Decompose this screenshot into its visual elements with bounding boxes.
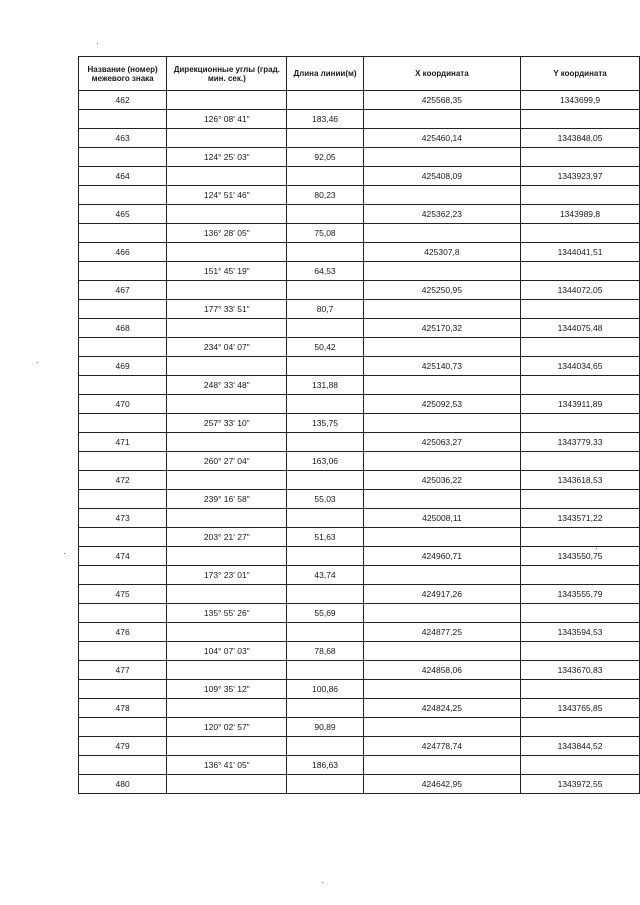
- line-length-cell: 43,74: [287, 566, 363, 585]
- mark-name-cell: 476: [79, 623, 167, 642]
- header-y-coordinate: Y координата: [521, 57, 640, 91]
- y-coordinate-cell: 1343844,52: [521, 737, 640, 756]
- y-coordinate-cell: 1343911,89: [521, 395, 640, 414]
- direction-angle-cell: 124° 25' 03": [167, 148, 287, 167]
- empty-cell: [521, 566, 640, 585]
- empty-cell: [167, 547, 287, 566]
- empty-cell: [521, 642, 640, 661]
- mark-name-cell: 471: [79, 433, 167, 452]
- segment-row: [79, 110, 640, 129]
- empty-cell: [167, 623, 287, 642]
- mark-name-cell: 474: [79, 547, 167, 566]
- x-coordinate-cell: 424858,06: [363, 661, 520, 680]
- segment-row: [79, 680, 640, 699]
- line-length-cell: 75,08: [287, 224, 363, 243]
- empty-cell: [167, 471, 287, 490]
- segment-row: [79, 224, 640, 243]
- empty-cell: [363, 718, 520, 737]
- empty-cell: [521, 490, 640, 509]
- segment-row: [79, 300, 640, 319]
- mark-name-cell: 473: [79, 509, 167, 528]
- header-mark-name: Название (номер) межевого знака: [79, 57, 167, 91]
- empty-cell: [167, 395, 287, 414]
- empty-cell: [363, 756, 520, 775]
- empty-cell: [521, 224, 640, 243]
- point-row: [79, 547, 640, 566]
- direction-angle-cell: 248° 33' 48": [167, 376, 287, 395]
- x-coordinate-cell: 425092,53: [363, 395, 520, 414]
- x-coordinate-cell: 424642,95: [363, 775, 520, 794]
- line-length-cell: 50,42: [287, 338, 363, 357]
- empty-cell: [287, 585, 363, 604]
- empty-cell: [363, 566, 520, 585]
- scan-speck: [596, 548, 597, 549]
- line-length-cell: 80,7: [287, 300, 363, 319]
- point-row: [79, 243, 640, 262]
- y-coordinate-cell: 1343972,55: [521, 775, 640, 794]
- point-row: [79, 471, 640, 490]
- empty-cell: [287, 547, 363, 566]
- empty-cell: [287, 167, 363, 186]
- empty-cell: [79, 604, 167, 623]
- empty-cell: [167, 205, 287, 224]
- empty-cell: [521, 148, 640, 167]
- empty-cell: [521, 604, 640, 623]
- line-length-cell: 183,46: [287, 110, 363, 129]
- direction-angle-cell: 203° 21' 27": [167, 528, 287, 547]
- empty-cell: [79, 376, 167, 395]
- empty-cell: [167, 775, 287, 794]
- y-coordinate-cell: 1343699,9: [521, 91, 640, 110]
- point-row: [79, 623, 640, 642]
- mark-name-cell: 467: [79, 281, 167, 300]
- y-coordinate-cell: 1343670,83: [521, 661, 640, 680]
- scan-speck: [64, 553, 65, 554]
- line-length-cell: 135,75: [287, 414, 363, 433]
- x-coordinate-cell: 425063,27: [363, 433, 520, 452]
- empty-cell: [79, 148, 167, 167]
- line-length-cell: 90,89: [287, 718, 363, 737]
- empty-cell: [287, 509, 363, 528]
- x-coordinate-cell: 425362,23: [363, 205, 520, 224]
- empty-cell: [79, 490, 167, 509]
- empty-cell: [363, 224, 520, 243]
- direction-angle-cell: 173° 23' 01": [167, 566, 287, 585]
- direction-angle-cell: 136° 41' 05": [167, 756, 287, 775]
- point-row: [79, 357, 640, 376]
- empty-cell: [79, 224, 167, 243]
- line-length-cell: 55,03: [287, 490, 363, 509]
- empty-cell: [363, 376, 520, 395]
- scan-speck: [322, 882, 323, 883]
- mark-name-cell: 465: [79, 205, 167, 224]
- coordinates-sheet: [78, 56, 640, 794]
- y-coordinate-cell: 1343571,22: [521, 509, 640, 528]
- empty-cell: [287, 433, 363, 452]
- x-coordinate-cell: 425460,14: [363, 129, 520, 148]
- line-length-cell: 80,23: [287, 186, 363, 205]
- empty-cell: [363, 490, 520, 509]
- empty-cell: [363, 110, 520, 129]
- empty-cell: [521, 452, 640, 471]
- line-length-cell: 55,69: [287, 604, 363, 623]
- empty-cell: [79, 680, 167, 699]
- direction-angle-cell: 135° 55' 26": [167, 604, 287, 623]
- segment-row: [79, 490, 640, 509]
- y-coordinate-cell: 1344072,05: [521, 281, 640, 300]
- y-coordinate-cell: 1344034,65: [521, 357, 640, 376]
- empty-cell: [287, 357, 363, 376]
- empty-cell: [79, 642, 167, 661]
- x-coordinate-cell: 425307,8: [363, 243, 520, 262]
- segment-row: [79, 186, 640, 205]
- mark-name-cell: 478: [79, 699, 167, 718]
- y-coordinate-cell: 1343779,33: [521, 433, 640, 452]
- empty-cell: [363, 414, 520, 433]
- empty-cell: [79, 338, 167, 357]
- segment-row: [79, 566, 640, 585]
- y-coordinate-cell: 1343594,53: [521, 623, 640, 642]
- empty-cell: [363, 148, 520, 167]
- empty-cell: [287, 737, 363, 756]
- y-coordinate-cell: 1344075,48: [521, 319, 640, 338]
- point-row: [79, 775, 640, 794]
- direction-angle-cell: 104° 07' 03": [167, 642, 287, 661]
- point-row: [79, 395, 640, 414]
- empty-cell: [363, 642, 520, 661]
- direction-angle-cell: 136° 28' 05": [167, 224, 287, 243]
- segment-row: [79, 604, 640, 623]
- mark-name-cell: 463: [79, 129, 167, 148]
- empty-cell: [363, 262, 520, 281]
- empty-cell: [287, 471, 363, 490]
- mark-name-cell: 466: [79, 243, 167, 262]
- x-coordinate-cell: 424917,26: [363, 585, 520, 604]
- segment-row: [79, 414, 640, 433]
- segment-row: [79, 262, 640, 281]
- empty-cell: [167, 167, 287, 186]
- empty-cell: [79, 414, 167, 433]
- segment-row: [79, 528, 640, 547]
- x-coordinate-cell: 424877,25: [363, 623, 520, 642]
- empty-cell: [167, 737, 287, 756]
- line-length-cell: 64,53: [287, 262, 363, 281]
- segment-row: [79, 642, 640, 661]
- empty-cell: [287, 661, 363, 680]
- y-coordinate-cell: 1343618,53: [521, 471, 640, 490]
- empty-cell: [79, 756, 167, 775]
- x-coordinate-cell: 424960,71: [363, 547, 520, 566]
- line-length-cell: 163,06: [287, 452, 363, 471]
- line-length-cell: 92,05: [287, 148, 363, 167]
- empty-cell: [521, 376, 640, 395]
- empty-cell: [521, 338, 640, 357]
- direction-angle-cell: 260° 27' 04": [167, 452, 287, 471]
- mark-name-cell: 462: [79, 91, 167, 110]
- empty-cell: [521, 718, 640, 737]
- empty-cell: [79, 452, 167, 471]
- empty-cell: [287, 243, 363, 262]
- point-row: [79, 319, 640, 338]
- table-header-row: [79, 57, 640, 91]
- y-coordinate-cell: 1343989,8: [521, 205, 640, 224]
- y-coordinate-cell: 1343848,05: [521, 129, 640, 148]
- mark-name-cell: 479: [79, 737, 167, 756]
- line-length-cell: 51,63: [287, 528, 363, 547]
- empty-cell: [521, 186, 640, 205]
- empty-cell: [521, 110, 640, 129]
- x-coordinate-cell: 425140,73: [363, 357, 520, 376]
- empty-cell: [79, 186, 167, 205]
- empty-cell: [363, 528, 520, 547]
- empty-cell: [79, 300, 167, 319]
- y-coordinate-cell: 1343555,79: [521, 585, 640, 604]
- empty-cell: [167, 129, 287, 148]
- point-row: [79, 433, 640, 452]
- direction-angle-cell: 120° 02' 57": [167, 718, 287, 737]
- x-coordinate-cell: 425036,22: [363, 471, 520, 490]
- header-direction-angles: Дирекционные углы (град. мин. сек.): [167, 57, 287, 91]
- line-length-cell: 100,86: [287, 680, 363, 699]
- segment-row: [79, 148, 640, 167]
- empty-cell: [79, 718, 167, 737]
- point-row: [79, 737, 640, 756]
- empty-cell: [287, 395, 363, 414]
- empty-cell: [287, 775, 363, 794]
- empty-cell: [521, 414, 640, 433]
- point-row: [79, 167, 640, 186]
- table-body: [79, 91, 640, 794]
- segment-row: [79, 718, 640, 737]
- direction-angle-cell: 126° 08' 41": [167, 110, 287, 129]
- empty-cell: [363, 300, 520, 319]
- point-row: [79, 91, 640, 110]
- empty-cell: [363, 186, 520, 205]
- x-coordinate-cell: 425568,35: [363, 91, 520, 110]
- empty-cell: [287, 129, 363, 148]
- line-length-cell: 78,68: [287, 642, 363, 661]
- empty-cell: [167, 319, 287, 338]
- empty-cell: [79, 262, 167, 281]
- empty-cell: [167, 91, 287, 110]
- empty-cell: [363, 604, 520, 623]
- mark-name-cell: 472: [79, 471, 167, 490]
- y-coordinate-cell: 1344041,51: [521, 243, 640, 262]
- point-row: [79, 661, 640, 680]
- direction-angle-cell: 177° 33' 51": [167, 300, 287, 319]
- direction-angle-cell: 151° 45' 19": [167, 262, 287, 281]
- empty-cell: [167, 433, 287, 452]
- y-coordinate-cell: 1343765,85: [521, 699, 640, 718]
- x-coordinate-cell: 425170,32: [363, 319, 520, 338]
- y-coordinate-cell: 1343550,75: [521, 547, 640, 566]
- x-coordinate-cell: 424824,25: [363, 699, 520, 718]
- mark-name-cell: 469: [79, 357, 167, 376]
- mark-name-cell: 470: [79, 395, 167, 414]
- empty-cell: [521, 756, 640, 775]
- segment-row: [79, 452, 640, 471]
- mark-name-cell: 480: [79, 775, 167, 794]
- direction-angle-cell: 109° 35' 12": [167, 680, 287, 699]
- point-row: [79, 509, 640, 528]
- scan-speck: [37, 362, 38, 363]
- header-line-length: Длина линии(м): [287, 57, 363, 91]
- x-coordinate-cell: 425408,09: [363, 167, 520, 186]
- point-row: [79, 205, 640, 224]
- segment-row: [79, 376, 640, 395]
- empty-cell: [287, 623, 363, 642]
- x-coordinate-cell: 424778,74: [363, 737, 520, 756]
- empty-cell: [363, 452, 520, 471]
- empty-cell: [167, 699, 287, 718]
- empty-cell: [363, 338, 520, 357]
- line-length-cell: 186,63: [287, 756, 363, 775]
- point-row: [79, 281, 640, 300]
- empty-cell: [79, 566, 167, 585]
- empty-cell: [167, 585, 287, 604]
- empty-cell: [79, 528, 167, 547]
- empty-cell: [521, 528, 640, 547]
- direction-angle-cell: 234° 04' 07": [167, 338, 287, 357]
- point-row: [79, 699, 640, 718]
- segment-row: [79, 338, 640, 357]
- mark-name-cell: 468: [79, 319, 167, 338]
- point-row: [79, 129, 640, 148]
- x-coordinate-cell: 425250,95: [363, 281, 520, 300]
- mark-name-cell: 464: [79, 167, 167, 186]
- empty-cell: [287, 205, 363, 224]
- empty-cell: [521, 300, 640, 319]
- direction-angle-cell: 124° 51' 46": [167, 186, 287, 205]
- segment-row: [79, 756, 640, 775]
- scan-speck: [97, 43, 98, 44]
- mark-name-cell: 477: [79, 661, 167, 680]
- direction-angle-cell: 239° 16' 58": [167, 490, 287, 509]
- mark-name-cell: 475: [79, 585, 167, 604]
- empty-cell: [79, 110, 167, 129]
- empty-cell: [521, 680, 640, 699]
- empty-cell: [287, 319, 363, 338]
- empty-cell: [521, 262, 640, 281]
- empty-cell: [167, 281, 287, 300]
- header-x-coordinate: X координата: [363, 57, 520, 91]
- empty-cell: [287, 91, 363, 110]
- empty-cell: [167, 509, 287, 528]
- empty-cell: [167, 357, 287, 376]
- x-coordinate-cell: 425008,11: [363, 509, 520, 528]
- empty-cell: [363, 680, 520, 699]
- empty-cell: [167, 243, 287, 262]
- boundary-marks-table: [78, 56, 640, 794]
- point-row: [79, 585, 640, 604]
- empty-cell: [287, 281, 363, 300]
- direction-angle-cell: 257° 33' 10": [167, 414, 287, 433]
- empty-cell: [167, 661, 287, 680]
- y-coordinate-cell: 1343923,97: [521, 167, 640, 186]
- empty-cell: [287, 699, 363, 718]
- line-length-cell: 131,88: [287, 376, 363, 395]
